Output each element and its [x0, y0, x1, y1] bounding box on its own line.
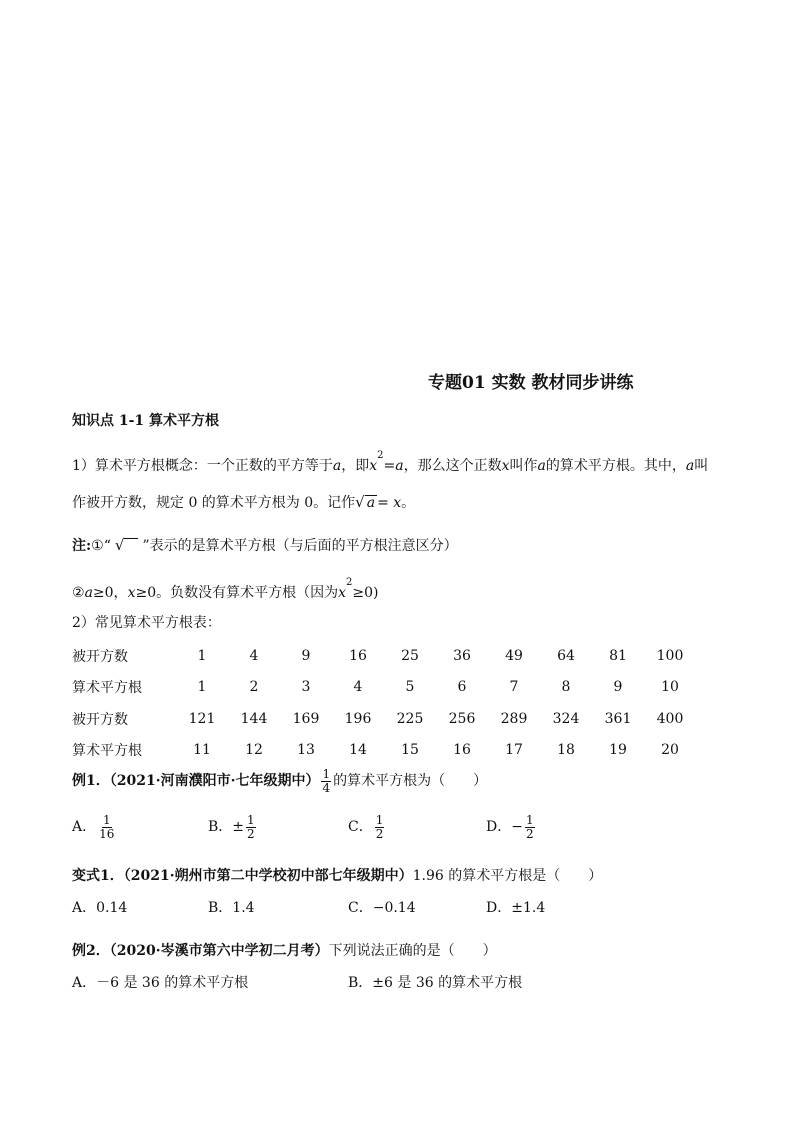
option-label: C． — [348, 819, 373, 836]
table-cell: 81 — [609, 647, 627, 664]
fraction-denominator: 2 — [525, 826, 534, 841]
table-row — [72, 735, 696, 767]
example-1-option-d[interactable] — [486, 814, 537, 840]
row-label: 算术平方根 — [72, 743, 142, 760]
variant-1-label: 变式1．（2021·朔州市第二中学校初中部七年级期中） — [72, 868, 413, 884]
var-a: a — [332, 458, 342, 474]
example-2-option-a[interactable] — [72, 972, 248, 992]
table-cell: 25 — [401, 647, 419, 664]
option-text: 1.4 — [232, 900, 255, 916]
table-cell: 18 — [557, 742, 575, 759]
table-intro: 2）常见算术平方根表： — [72, 615, 221, 631]
example-2-question — [72, 940, 497, 960]
row-label: 被开方数 — [72, 648, 128, 665]
table-row — [72, 640, 696, 672]
var-x: x — [127, 585, 136, 601]
table-cell: 6 — [457, 679, 467, 696]
var-a: a — [537, 458, 546, 474]
table-cell: 121 — [188, 710, 216, 727]
fraction — [525, 814, 535, 840]
definition-line2-text: 作被开方数，规定 0 的算术平方根为 0。记作 — [72, 495, 356, 511]
radical-icon: √ — [355, 493, 365, 511]
table-cell: 169 — [292, 710, 320, 727]
example-1-option-a[interactable] — [72, 814, 117, 840]
option-label: A． — [72, 975, 97, 991]
fraction-numerator: 1 — [322, 767, 331, 781]
table-cell: 100 — [656, 647, 684, 664]
example-1-question — [72, 768, 487, 794]
radicand: a — [366, 495, 376, 511]
option-label: B． — [348, 975, 373, 991]
var-a: a — [685, 458, 695, 474]
option-label: D． — [486, 900, 512, 916]
table-cell: 144 — [240, 710, 268, 727]
table-cell: 256 — [448, 710, 476, 727]
note-c1-open: ①“ — [91, 538, 111, 554]
example-2-label: 例2．（2020·岑溪市第六中学初二月考） — [72, 943, 329, 959]
definition-line-1 — [72, 450, 709, 475]
sqrt-formula — [355, 493, 377, 511]
example-1-option-c[interactable] — [348, 814, 386, 840]
definition-sep: ，即 — [341, 458, 370, 474]
table-cell: 8 — [561, 679, 571, 696]
variant-1-option-b[interactable] — [208, 897, 255, 917]
table-cell: 225 — [396, 710, 424, 727]
variant-1-option-c[interactable] — [348, 897, 416, 917]
row-label: 被开方数 — [72, 711, 128, 728]
table-cell: 9 — [613, 679, 623, 696]
option-label: B． — [208, 900, 233, 916]
option-text: －6 是 36 的算术平方根 — [96, 975, 249, 991]
example-1-label: 例1．（2021·河南濮阳市·七年级期中） — [72, 773, 320, 790]
option-text: ±6 是 36 的算术平方根 — [372, 975, 523, 991]
period: 。 — [401, 495, 416, 511]
var-x: x — [501, 458, 510, 474]
fraction-numerator: 1 — [375, 813, 384, 827]
fraction — [321, 768, 331, 794]
note-c1-text: ”表示的是算术平方根（与后面的平方根注意区分） — [142, 538, 458, 554]
table-cell: 2 — [249, 679, 259, 696]
definition-lead: 1）算术平方根概念：一个正数的平方等于 — [72, 458, 333, 474]
example-2-suffix: 下列说法正确的是（ ） — [328, 943, 497, 959]
option-text: ±1.4 — [511, 900, 546, 916]
table-cell: 12 — [245, 742, 263, 759]
option-sign: − — [511, 819, 523, 836]
table-cell: 16 — [349, 647, 367, 664]
table-cell: 14 — [349, 742, 367, 759]
radical-icon: √ — [114, 536, 125, 554]
table-cell: 9 — [301, 647, 311, 664]
table-cell: 1 — [197, 647, 207, 664]
formula-rhs: = x — [377, 495, 402, 511]
definition-tail2: 叫 — [694, 458, 709, 474]
square-root-table — [72, 640, 696, 766]
table-cell: 324 — [552, 710, 580, 727]
fraction-denominator: 2 — [247, 826, 255, 841]
var-a: a — [84, 585, 93, 601]
table-cell: 20 — [661, 742, 679, 759]
fraction-denominator: 2 — [375, 826, 384, 841]
table-cell: 10 — [661, 679, 679, 696]
note-c2-ge: ≥0， — [92, 585, 128, 601]
table-cell: 361 — [604, 710, 632, 727]
table-row — [72, 703, 696, 735]
fraction-denominator: 16 — [99, 826, 115, 841]
sqrt-symbol — [115, 536, 139, 554]
table-cell: 19 — [609, 742, 627, 759]
table-cell: 4 — [353, 679, 363, 696]
table-cell: 15 — [401, 742, 419, 759]
table-cell: 1 — [197, 679, 207, 696]
var-x: x — [338, 585, 347, 601]
table-cell: 64 — [557, 647, 575, 664]
fraction — [98, 814, 115, 840]
exponent: 2 — [346, 577, 353, 588]
option-label: B． — [208, 819, 233, 836]
fraction — [246, 814, 256, 840]
fraction-numerator: 1 — [102, 813, 111, 827]
note-label: 注: — [72, 538, 92, 554]
fraction-numerator: 1 — [525, 813, 534, 827]
example-1-suffix: 的算术平方根为（ ） — [333, 773, 488, 790]
table-row — [72, 672, 696, 704]
page-title: 专题01 实数 教材同步讲练 — [428, 373, 634, 393]
option-text: 0.14 — [96, 900, 128, 916]
table-cell: 3 — [301, 679, 311, 696]
section-heading: 知识点 1-1 算术平方根 — [72, 413, 220, 429]
table-cell: 7 — [509, 679, 519, 696]
exponent: 2 — [377, 450, 384, 461]
table-cell: 5 — [405, 679, 415, 696]
table-cell: 400 — [656, 710, 684, 727]
table-cell: 11 — [193, 742, 211, 759]
variant-1-option-d[interactable] — [486, 897, 545, 917]
option-label: A． — [72, 900, 97, 916]
definition-tail: 的算术平方根。其中， — [545, 458, 686, 474]
option-label: A． — [72, 819, 97, 836]
table-cell: 36 — [453, 647, 471, 664]
table-cell: 16 — [453, 742, 471, 759]
table-cell: 17 — [505, 742, 523, 759]
note-line-2 — [72, 577, 379, 602]
variant-1-question — [72, 865, 602, 885]
definition-line-2 — [72, 492, 415, 512]
variant-1-suffix: 1.96 的算术平方根是（ ） — [412, 868, 603, 884]
var-a: a — [395, 458, 404, 474]
equals-sign: = — [383, 458, 396, 474]
option-sign: ± — [232, 819, 245, 836]
fraction — [375, 814, 385, 840]
var-x: x — [369, 458, 378, 474]
note-c2-end: ≥0) — [352, 585, 379, 601]
fraction-numerator: 1 — [247, 813, 255, 827]
definition-mid: ，那么这个正数 — [403, 458, 502, 474]
table-cell: 289 — [500, 710, 528, 727]
table-cell: 13 — [297, 742, 315, 759]
table-cell: 196 — [344, 710, 372, 727]
table-cell: 49 — [505, 647, 523, 664]
example-2-option-b[interactable] — [348, 972, 522, 992]
variant-1-option-a[interactable] — [72, 897, 127, 917]
table-cell: 4 — [249, 647, 259, 664]
definition-mid2: 叫作 — [509, 458, 538, 474]
row-label: 算术平方根 — [72, 680, 142, 697]
note-c2-text: ≥0。负数没有算术平方根（因为 — [135, 585, 339, 601]
note-line-1 — [72, 535, 458, 555]
example-1-option-b[interactable] — [208, 814, 258, 840]
note-c2-marker: ② — [72, 585, 85, 601]
option-label: C． — [348, 900, 373, 916]
option-text: −0.14 — [372, 900, 416, 916]
option-label: D． — [486, 819, 512, 836]
fraction-denominator: 4 — [322, 780, 331, 795]
